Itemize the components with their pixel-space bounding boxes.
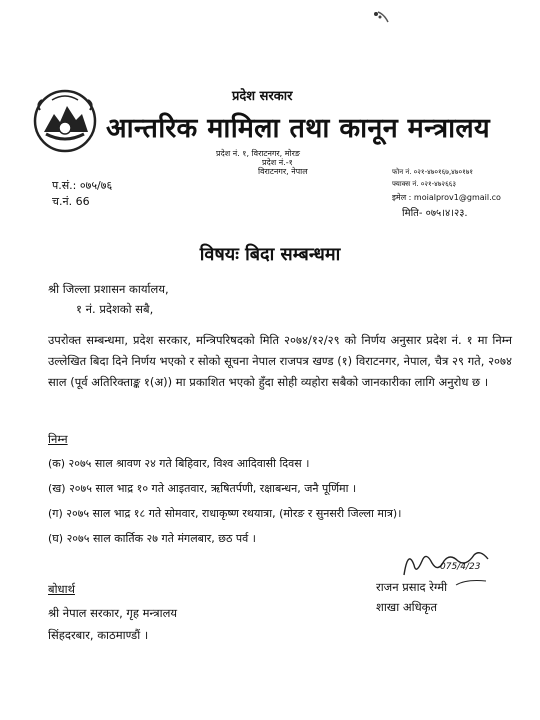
dispatch-number: च.नं. 66 bbox=[52, 195, 90, 208]
contact-phone: फोन नं. ०२१-४७०१६७,४७०१७१ bbox=[392, 168, 474, 176]
nepal-emblem-icon bbox=[32, 88, 98, 154]
address-line-1: प्रदेश नं. १, विराटनगर, मोरङ bbox=[216, 149, 300, 158]
contact-fax: फ्याक्स नं. ०२१-४७२६६३ bbox=[392, 180, 456, 188]
signatory-title: शाखा अधिकृत bbox=[376, 600, 438, 614]
body-paragraph: उपरोक्त सम्बन्धमा, प्रदेश सरकार, मन्त्रिपरिषदको मिति २०७४/१२/२९ को निर्णय अनुसार प्रदेश नं. १ मा निम्न उल्लेखित बिदा दिने निर्णय भएको र सोको सूचना नेपाल राजपत्र खण्ड (१) विराटनगर, नेपाल, चैत्र २९ गते, २०७४ साल (पूर्व अतिरिक्ताङ्क १(अ)) मा प्रकाशित भएको हुँदा सोही व्यहोरा सबैको जानकारीका लागि अनुरोध छ । bbox=[48, 333, 512, 389]
letter-date: मिति- ०७५।४।२३. bbox=[402, 208, 468, 219]
contact-email: इमेल : moialprov1@gmail.co bbox=[392, 193, 501, 202]
cc-line-2: सिंहदरबार, काठमाण्डौं । bbox=[48, 628, 149, 642]
address-line-2: प्रदेश नं.-१ bbox=[262, 158, 293, 167]
list-item: (क) २०७५ साल श्रावण २४ गते बिहिवार, विश्व आदिवासी दिवस । bbox=[48, 457, 310, 470]
holiday-list bbox=[48, 456, 401, 556]
recipient-line-2: १ नं. प्रदेशको सबै, bbox=[76, 302, 154, 316]
list-heading: निम्न bbox=[48, 432, 68, 446]
list-item: (ग) २०७५ साल भाद्र १८ गते सोमवार, राधाकृष्ण रथयात्रा, (मोरङ र सुनसरी जिल्ला मात्र)। bbox=[48, 507, 402, 520]
subject-line: विषयः बिदा सम्बन्धमा bbox=[199, 244, 341, 265]
signature-date: 075/4/23 bbox=[440, 562, 481, 572]
list-item: (घ) २०७५ साल कार्तिक २७ गते मंगलबार, छठ पर्व । bbox=[48, 532, 256, 545]
reference-number: प.सं.: ०७५/७६ bbox=[52, 179, 113, 192]
address-line-3: विराटनगर, नेपाल bbox=[258, 167, 308, 176]
recipient-line-1: श्री जिल्ला प्रशासन कार्यालय, bbox=[48, 282, 169, 296]
ministry-name: आन्तरिक मामिला तथा कानून मन्त्रालय bbox=[106, 113, 490, 144]
cc-heading: बोधार्थ bbox=[48, 582, 75, 596]
cc-line-1: श्री नेपाल सरकार, गृह मन्त्रालय bbox=[48, 606, 178, 620]
signatory-name: राजन प्रसाद रेग्मी bbox=[376, 580, 448, 594]
list-item: (ख) २०७५ साल भाद्र १० गते आइतवार, ऋषितर्पणी, रक्षाबन्धन, जनै पूर्णिमा । bbox=[48, 482, 357, 495]
government-name: प्रदेश सरकार bbox=[232, 89, 293, 104]
